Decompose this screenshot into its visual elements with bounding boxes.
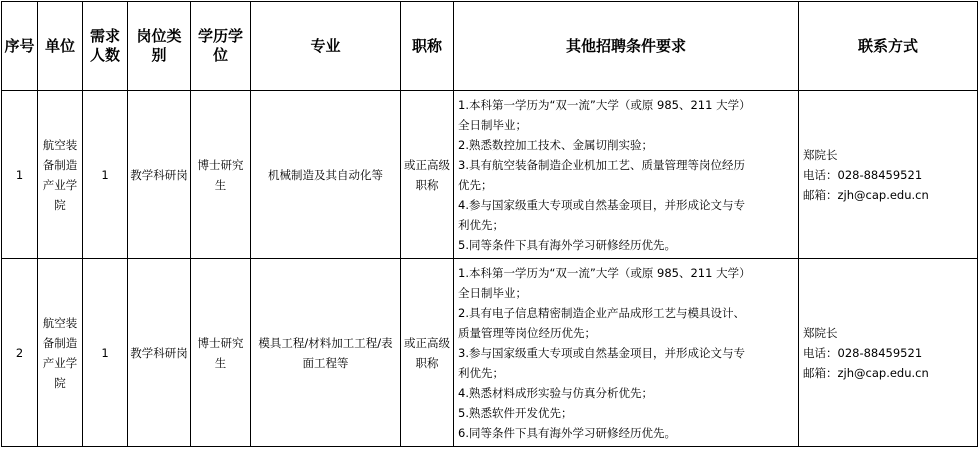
header-post-type: 岗位类别 [128, 2, 191, 91]
header-row [2, 2, 978, 91]
requirement-line: 5.同等条件下具有海外学习研修经历优先。 [458, 237, 676, 252]
row-post-type: 教学科研岗 [128, 259, 191, 447]
header-other-requirements: 其他招聘条件要求 [454, 2, 799, 91]
requirement-line: 优先； [458, 177, 493, 192]
contact-email: 邮箱：zjh@cap.edu.cn [803, 365, 929, 380]
row-title: 或正高级职称 [401, 259, 454, 447]
row-no: 1 [2, 91, 38, 259]
requirement-line: 4.熟悉材料成形实验与仿真分析优先； [458, 385, 653, 400]
contact-phone: 电话：028-88459521 [803, 167, 923, 182]
row-unit: 航空装备制造产业学院 [38, 259, 83, 447]
header-degree: 学历学位 [191, 2, 251, 91]
row-major: 机械制造及其自动化等 [251, 91, 401, 259]
header-title: 职称 [401, 2, 454, 91]
requirement-line: 全日制毕业； [458, 285, 527, 300]
row-major: 模具工程/材料加工工程/表面工程等 [251, 259, 401, 447]
header-headcount: 需求人数 [83, 2, 128, 91]
row-post-type: 教学科研岗 [128, 91, 191, 259]
table-row [2, 91, 978, 259]
requirement-line: 全日制毕业； [458, 117, 527, 132]
requirement-line: 3.具有航空装备制造企业机加工艺、质量管理等岗位经历 [458, 157, 745, 172]
contact-person: 郑院长 [803, 325, 838, 340]
row-headcount: 1 [83, 259, 128, 447]
requirement-line: 1.本科第一学历为“双一流”大学（或原 985、211 大学） [458, 97, 751, 112]
row-title: 或正高级职称 [401, 91, 454, 259]
row-requirements [454, 91, 799, 259]
row-degree: 博士研究生 [191, 91, 251, 259]
requirement-line: 2.具有电子信息精密制造企业产品成形工艺与模具设计、 [458, 305, 745, 320]
row-requirements [454, 259, 799, 447]
contact-phone: 电话：028-88459521 [803, 345, 923, 360]
row-contact [799, 91, 978, 259]
requirement-line: 1.本科第一学历为“双一流”大学（或原 985、211 大学） [458, 265, 751, 280]
requirement-line: 3.参与国家级重大专项或自然基金项目，并形成论文与专 [458, 345, 745, 360]
row-headcount: 1 [83, 91, 128, 259]
table-row [2, 259, 978, 447]
requirement-line: 利优先； [458, 217, 504, 232]
header-unit: 单位 [38, 2, 83, 91]
row-no: 2 [2, 259, 38, 447]
recruitment-table [1, 1, 978, 447]
requirement-line: 利优先； [458, 365, 504, 380]
requirement-line: 4.参与国家级重大专项或自然基金项目，并形成论文与专 [458, 197, 745, 212]
row-degree: 博士研究生 [191, 259, 251, 447]
row-contact [799, 259, 978, 447]
row-unit: 航空装备制造产业学院 [38, 91, 83, 259]
requirement-line: 6.同等条件下具有海外学习研修经历优先。 [458, 425, 676, 440]
requirement-line: 5.熟悉软件开发优先； [458, 405, 573, 420]
requirement-line: 质量管理等岗位经历优先； [458, 325, 596, 340]
header-major: 专业 [251, 2, 401, 91]
header-no: 序号 [2, 2, 38, 91]
contact-person: 郑院长 [803, 147, 838, 162]
header-contact: 联系方式 [799, 2, 978, 91]
requirement-line: 2.熟悉数控加工技术、金属切削实验； [458, 137, 653, 152]
contact-email: 邮箱：zjh@cap.edu.cn [803, 187, 929, 202]
